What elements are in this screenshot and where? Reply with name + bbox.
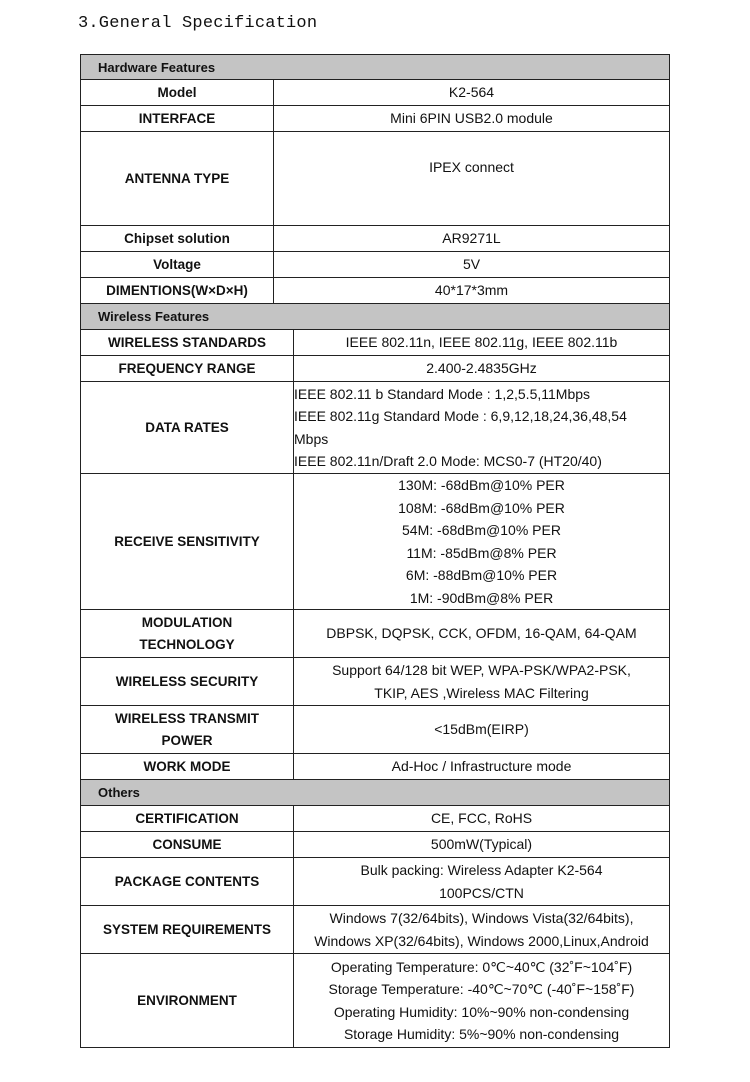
table-row xyxy=(80,832,670,858)
value-line: IEEE 802.11n, IEEE 802.11g, IEEE 802.11b xyxy=(345,334,618,351)
value-line: IEEE 802.11 b Standard Mode : 1,2,5.5,11Mbps xyxy=(294,385,591,402)
row-label: WIRELESS STANDARDS xyxy=(81,330,294,355)
value-line: 40*17*3mm xyxy=(434,282,509,299)
row-value xyxy=(294,382,669,473)
row-label xyxy=(81,610,294,657)
hardware-features-header xyxy=(80,54,670,80)
row-label: FREQUENCY RANGE xyxy=(81,356,294,381)
others-header xyxy=(80,780,670,806)
row-value xyxy=(294,330,669,355)
label-line: WIRELESS TRANSMIT xyxy=(115,710,259,726)
table-row xyxy=(80,754,670,780)
value-line: Mini 6PIN USB2.0 module xyxy=(390,110,553,127)
section-title: Others xyxy=(98,785,140,800)
row-value xyxy=(274,132,669,225)
value-line: AR9271L xyxy=(442,230,501,247)
value-line: IPEX connect xyxy=(429,159,514,175)
table-row xyxy=(80,954,670,1048)
table-row xyxy=(80,80,670,106)
value-line: Bulk packing: Wireless Adapter K2-564 xyxy=(360,862,603,878)
value-line: 100PCS/CTN xyxy=(439,884,524,901)
row-label: WORK MODE xyxy=(81,754,294,779)
label-line: MODULATION xyxy=(141,614,233,630)
value-line: Support 64/128 bit WEP, WPA-PSK/WPA2-PSK, xyxy=(332,662,631,678)
table-row xyxy=(80,382,670,474)
section-title: Wireless Features xyxy=(98,309,210,324)
row-value xyxy=(274,252,669,277)
row-label: RECEIVE SENSITIVITY xyxy=(81,474,294,609)
row-value xyxy=(294,356,669,381)
row-value xyxy=(294,906,669,953)
row-value xyxy=(274,106,669,131)
value-line: Operating Temperature: 0℃~40℃ (32˚F~104˚F) xyxy=(330,958,633,975)
value-line: Storage Humidity: 5%~90% non-condensing xyxy=(343,1026,620,1042)
row-value xyxy=(294,954,669,1047)
table-row xyxy=(80,330,670,356)
value-line: DBPSK, DQPSK, CCK, OFDM, 16-QAM, 64-QAM xyxy=(326,625,637,642)
row-label: CONSUME xyxy=(81,832,294,857)
row-label: DATA RATES xyxy=(81,382,294,473)
row-label: Chipset solution xyxy=(81,226,274,251)
table-row xyxy=(80,278,670,304)
table-row xyxy=(80,132,670,226)
table-row xyxy=(80,806,670,832)
table-row xyxy=(80,252,670,278)
row-value xyxy=(294,858,669,905)
row-label: WIRELESS SECURITY xyxy=(81,658,294,705)
row-value xyxy=(294,474,669,609)
value-line: Storage Temperature: -40℃~70℃ (-40˚F~158˚F) xyxy=(328,981,635,997)
table-row xyxy=(80,356,670,382)
table-row xyxy=(80,226,670,252)
value-line: 11M: -85dBm@8% PER xyxy=(406,544,557,561)
spec-table xyxy=(80,54,670,1048)
table-row xyxy=(80,610,670,658)
value-line: 54M: -68dBm@10% PER xyxy=(402,522,561,538)
row-label: ENVIRONMENT xyxy=(81,954,294,1047)
value-line: 130M: -68dBm@10% PER xyxy=(398,477,565,493)
value-line: TKIP, AES ,Wireless MAC Filtering xyxy=(374,684,589,701)
value-line: 500mW(Typical) xyxy=(430,836,533,853)
value-line: Operating Humidity: 10%~90% non-condensing xyxy=(333,1003,630,1020)
table-row xyxy=(80,474,670,610)
row-label: Voltage xyxy=(81,252,274,277)
row-value xyxy=(294,706,669,753)
row-value xyxy=(294,610,669,657)
value-line: K2-564 xyxy=(448,84,495,101)
row-label xyxy=(81,706,294,753)
row-value xyxy=(294,806,669,831)
row-value xyxy=(274,226,669,251)
row-label: DIMENTIONS(W×D×H) xyxy=(81,278,274,303)
value-line: 108M: -68dBm@10% PER xyxy=(398,499,565,516)
section-heading: 3.General Specification xyxy=(78,14,318,33)
label-line: POWER xyxy=(161,732,213,748)
value-line: Ad-Hoc / Infrastructure mode xyxy=(391,758,572,775)
row-value xyxy=(274,80,669,105)
value-line: 1M: -90dBm@8% PER xyxy=(409,589,554,606)
row-label: Model xyxy=(81,80,274,105)
row-value xyxy=(294,658,669,705)
row-value xyxy=(294,754,669,779)
wireless-features-header xyxy=(80,304,670,330)
row-label: CERTIFICATION xyxy=(81,806,294,831)
row-label: INTERFACE xyxy=(81,106,274,131)
row-value xyxy=(274,278,669,303)
row-label: PACKAGE CONTENTS xyxy=(81,858,294,905)
row-value xyxy=(294,832,669,857)
value-line: <15dBm(EIRP) xyxy=(434,721,529,738)
row-label: ANTENNA TYPE xyxy=(81,132,274,225)
value-line: 5V xyxy=(462,256,481,273)
table-row xyxy=(80,106,670,132)
table-row xyxy=(80,858,670,906)
row-label: SYSTEM REQUIREMENTS xyxy=(81,906,294,953)
value-line: Windows 7(32/64bits), Windows Vista(32/64bits), xyxy=(329,910,634,926)
value-line: 6M: -88dBm@10% PER xyxy=(405,567,558,583)
section-title: Hardware Features xyxy=(98,59,216,75)
value-line: IEEE 802.11n/Draft 2.0 Mode: MCS0-7 (HT20/40) xyxy=(294,453,602,469)
table-row xyxy=(80,706,670,754)
value-line: 2.400-2.4835GHz xyxy=(426,360,537,377)
value-line: Mbps xyxy=(294,430,329,447)
value-line: IEEE 802.11g Standard Mode : 6,9,12,18,24,36,48,54 xyxy=(294,408,627,424)
label-line: TECHNOLOGY xyxy=(139,636,235,652)
table-row xyxy=(80,906,670,954)
value-line: Windows XP(32/64bits), Windows 2000,Linux,Android xyxy=(314,932,649,949)
table-row xyxy=(80,658,670,706)
value-line: CE, FCC, RoHS xyxy=(430,810,533,827)
